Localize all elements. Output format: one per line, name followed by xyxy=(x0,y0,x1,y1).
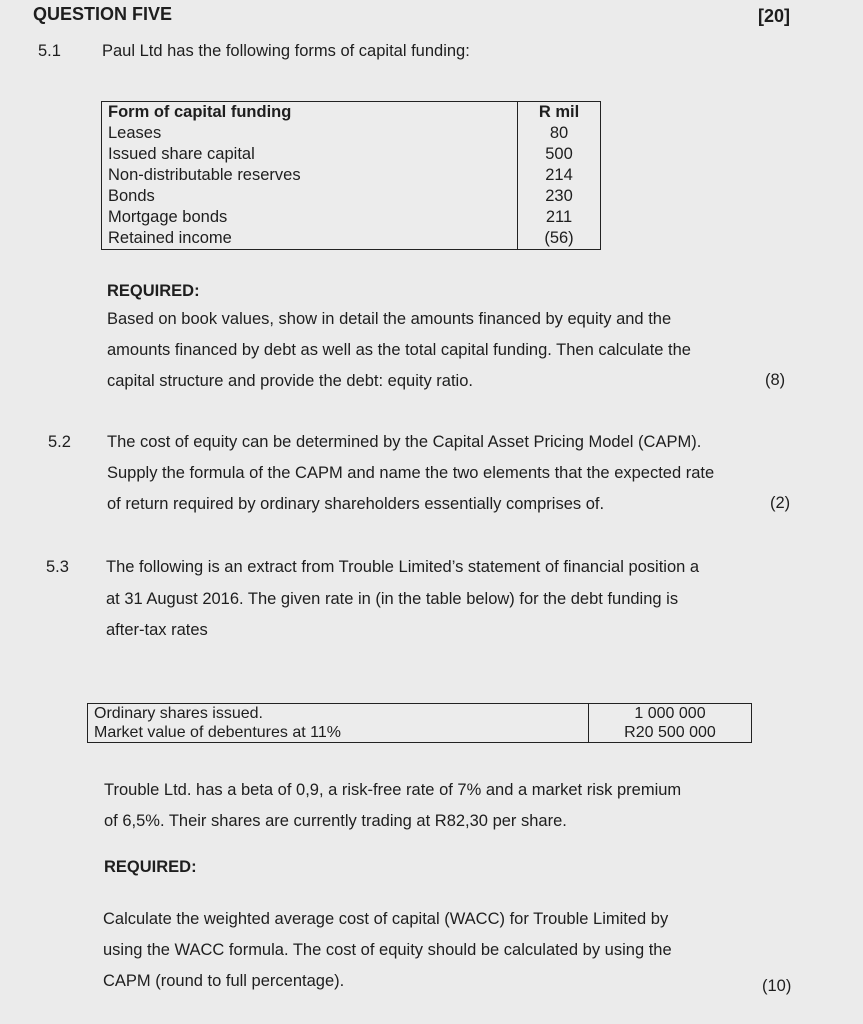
row-label: Non-distributable reserves xyxy=(102,165,518,186)
table-row xyxy=(102,228,601,250)
total-marks: [20] xyxy=(758,6,791,26)
q53-info-line: of 6,5%. Their shares are currently trading at R82,30 per share. xyxy=(104,812,567,830)
row-value: 211 xyxy=(518,207,601,228)
q51-required-label: REQUIRED: xyxy=(107,282,200,300)
row-label: Retained income xyxy=(102,228,518,250)
row-value: (56) xyxy=(518,228,601,250)
row-value: 230 xyxy=(518,186,601,207)
q53-info-line: Trouble Ltd. has a beta of 0,9, a risk-free rate of 7% and a market risk premium xyxy=(104,781,682,799)
q52-number: 5.2 xyxy=(48,433,71,451)
capital-funding-table xyxy=(101,101,601,250)
q53-line: after-tax rates xyxy=(106,621,208,639)
q53-number: 5.3 xyxy=(46,558,69,576)
row-label: Issued share capital xyxy=(102,144,518,165)
q52-line: The cost of equity can be determined by the Capital Asset Pricing Model (CAPM). xyxy=(107,433,702,451)
table-row xyxy=(88,723,752,743)
q51-required-line: amounts financed by debt as well as the total capital funding. Then calculate the xyxy=(107,341,691,359)
q53-line: The following is an extract from Trouble Limited’s statement of financial position a xyxy=(106,558,700,576)
row-label: Bonds xyxy=(102,186,518,207)
row-value: 214 xyxy=(518,165,601,186)
q51-marks: (8) xyxy=(765,371,786,389)
q52-line: of return required by ordinary shareholders essentially comprises of. xyxy=(107,495,605,513)
row-label: Ordinary shares issued. xyxy=(88,704,589,724)
q53-required-label: REQUIRED: xyxy=(104,858,197,876)
q51-number: 5.1 xyxy=(38,42,61,60)
row-label: Mortgage bonds xyxy=(102,207,518,228)
row-label: Leases xyxy=(102,123,518,144)
q53-line: at 31 August 2016. The given rate in (in the table below) for the debt funding is xyxy=(106,590,679,608)
col-header-rmil: R mil xyxy=(518,102,601,124)
table-row xyxy=(88,704,752,724)
row-value: R20 500 000 xyxy=(589,723,752,743)
financial-position-table xyxy=(87,703,752,743)
q51-intro: Paul Ltd has the following forms of capital funding: xyxy=(102,42,470,60)
table-row xyxy=(102,144,601,165)
col-header-form: Form of capital funding xyxy=(102,102,518,124)
table-row xyxy=(102,123,601,144)
row-value: 1 000 000 xyxy=(589,704,752,724)
row-label: Market value of debentures at 11% xyxy=(88,723,589,743)
q53-required-line: Calculate the weighted average cost of capital (WACC) for Trouble Limited by xyxy=(103,910,669,928)
table-header-row xyxy=(102,102,601,124)
table-row xyxy=(102,207,601,228)
q53-marks: (10) xyxy=(762,977,792,995)
q53-required-line: using the WACC formula. The cost of equity should be calculated by using the xyxy=(103,941,672,959)
question-title: QUESTION FIVE xyxy=(33,4,173,24)
q51-required-line: capital structure and provide the debt: equity ratio. xyxy=(107,372,473,390)
row-value: 500 xyxy=(518,144,601,165)
table-row xyxy=(102,186,601,207)
row-value: 80 xyxy=(518,123,601,144)
q53-required-line: CAPM (round to full percentage). xyxy=(103,972,345,990)
q52-marks: (2) xyxy=(770,494,791,512)
q52-line: Supply the formula of the CAPM and name the two elements that the expected rate xyxy=(107,464,715,482)
table-row xyxy=(102,165,601,186)
q51-required-line: Based on book values, show in detail the amounts financed by equity and the xyxy=(107,310,672,328)
